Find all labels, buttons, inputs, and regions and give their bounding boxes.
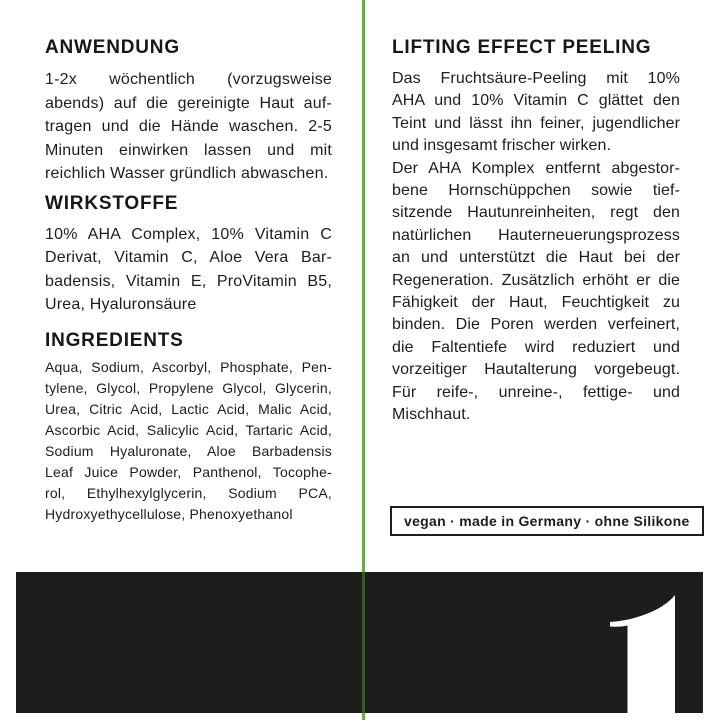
description-paragraph-2 bbox=[392, 158, 680, 427]
text-line: 1-2x wöchentlich (vorzugsweise bbox=[45, 71, 332, 88]
text-line: die Faltentiefe wird reduziert und bbox=[392, 338, 680, 356]
text-line: Das Fruchtsäure-Peeling mit 10% bbox=[392, 70, 680, 87]
text-line: reichlich Wasser gründlich abwaschen. bbox=[45, 165, 329, 182]
bottom-black-band bbox=[16, 572, 703, 713]
text-line: Der AHA Komplex entfernt abgestor- bbox=[392, 159, 680, 177]
text-line: Hydroxyethycellulose, Phenoxyethanol bbox=[45, 505, 293, 522]
ingredients-text bbox=[45, 357, 332, 525]
text-line: sitzende Hautunreinheiten, regt den bbox=[392, 204, 680, 222]
text-line: an und unterstützt die Haut bei der bbox=[392, 249, 680, 267]
text-line: Aqua, Sodium, Ascorbyl, Phosphate, Pen- bbox=[45, 358, 332, 375]
text-line: rol, Ethylhexylglycerin, Sodium PCA, bbox=[45, 484, 332, 501]
text-line: tylene, Glycol, Propylene Glycol, Glycerin, bbox=[45, 379, 332, 396]
text-line: Minuten einwirken lassen und mit bbox=[45, 141, 332, 159]
right-column bbox=[392, 38, 680, 427]
description-paragraph-1 bbox=[392, 68, 680, 158]
text-line: Regeneration. Zusätzlich erhöht er die bbox=[392, 271, 680, 289]
divider-band-overlay bbox=[362, 572, 365, 713]
text-line: tragen und die Hände waschen. 2-5 bbox=[45, 118, 332, 135]
text-line: und insgesamt frischer wirken. bbox=[392, 137, 612, 155]
anwendung-text bbox=[45, 68, 332, 186]
text-line: 10% AHA Complex, 10% Vitamin C bbox=[45, 225, 332, 243]
text-line: binden. Die Poren werden verfeinert, bbox=[392, 316, 680, 334]
text-line: Sodium Hyaluronate, Aloe Barbadensis bbox=[45, 442, 332, 459]
text-line: natürlichen Hauterneuerungsprozess bbox=[392, 226, 680, 244]
section-anwendung bbox=[45, 38, 332, 186]
text-line: Fähigkeit der Haut, Feuchtigkeit zu bbox=[392, 294, 680, 312]
text-line: bene Hornschüppchen sowie tief- bbox=[392, 182, 680, 200]
anwendung-heading: ANWENDUNG bbox=[45, 37, 180, 58]
text-line: Urea, Hyaluronsäure bbox=[45, 296, 197, 313]
text-line: badensis, Vitamin E, ProVitamin B5, bbox=[45, 272, 332, 290]
text-line: Ascorbic Acid, Salicylic Acid, Tartaric Acid, bbox=[45, 421, 332, 438]
left-column bbox=[45, 38, 332, 525]
numeral-1-graphic bbox=[610, 595, 675, 713]
product-title: LIFTING EFFECT PEELING bbox=[392, 37, 652, 58]
text-line: vorzeitiger Hautalterung vorgebeugt. bbox=[392, 361, 680, 379]
column-divider-line bbox=[362, 0, 365, 720]
text-line: Urea, Citric Acid, Lactic Acid, Malic Acid, bbox=[45, 400, 332, 417]
text-line: AHA und 10% Vitamin C glättet den bbox=[392, 92, 680, 110]
section-ingredients bbox=[45, 331, 332, 525]
wirkstoffe-heading: WIRKSTOFFE bbox=[45, 192, 179, 214]
text-line: abends) auf die gereinigte Haut auf- bbox=[45, 94, 332, 112]
text-line: Mischhaut. bbox=[392, 406, 471, 424]
text-line: Derivat, Vitamin C, Aloe Vera Bar- bbox=[45, 249, 332, 266]
text-line: Leaf Juice Powder, Panthenol, Tocophe- bbox=[45, 463, 332, 480]
claims-badge: vegan · made in Germany · ohne Silikone bbox=[390, 506, 704, 536]
section-wirkstoffe bbox=[45, 194, 332, 317]
ingredients-heading: INGREDIENTS bbox=[45, 329, 184, 351]
text-line: Für reife-, unreine-, fettige- und bbox=[392, 383, 680, 401]
text-line: Teint und lässt ihn feiner, jugendlicher bbox=[392, 114, 680, 132]
wirkstoffe-text bbox=[45, 223, 332, 317]
